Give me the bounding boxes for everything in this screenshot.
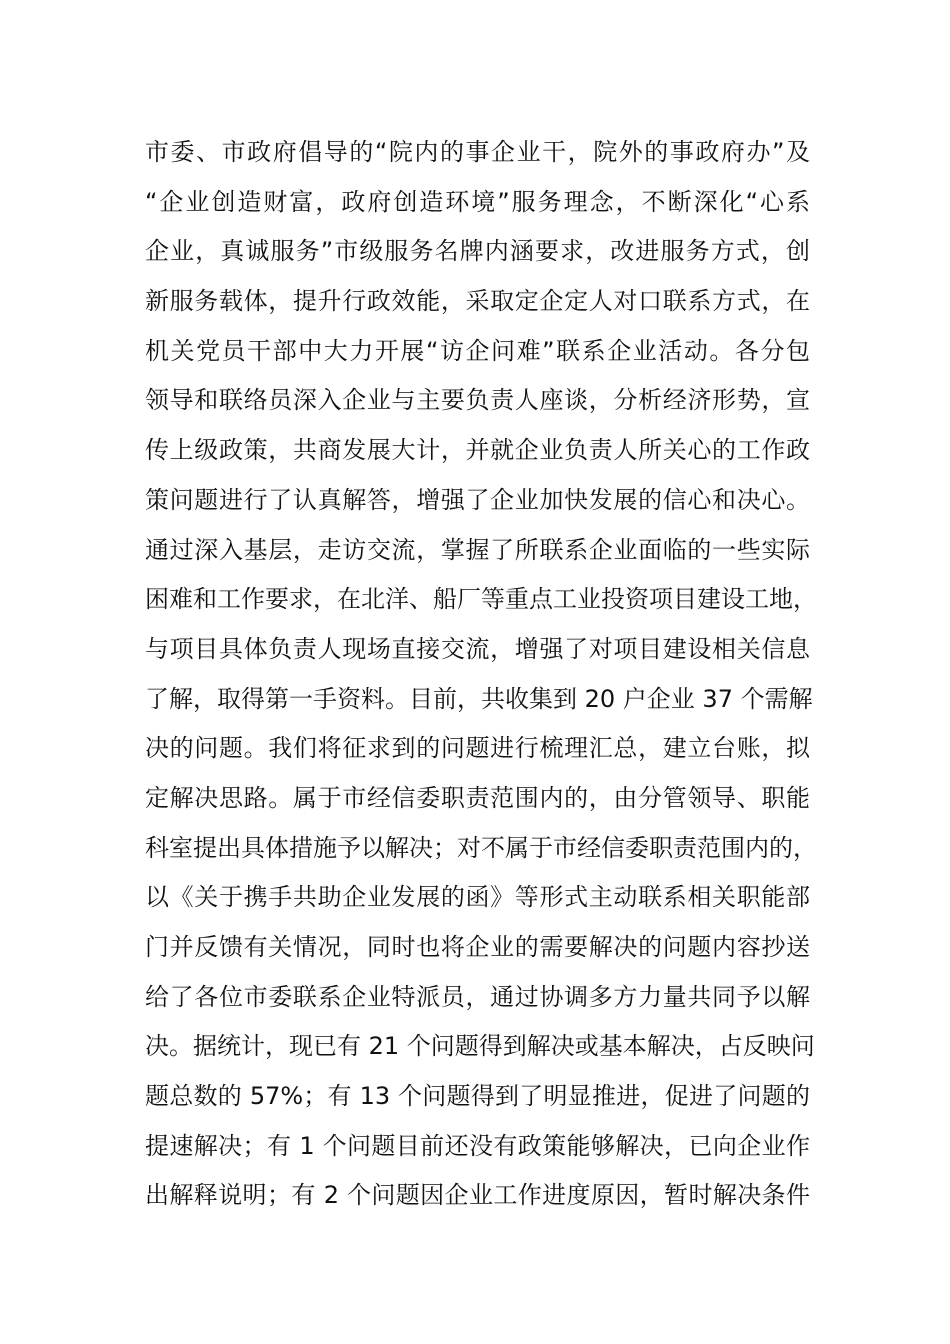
- text-line: 定解决思路。属于市经信委职责范围内的，由分管领导、职能: [145, 783, 810, 812]
- text-line: 题总数的 57%；有 13 个问题得到了明显推进，促进了问题的: [145, 1082, 810, 1111]
- text-line: 市委、市政府倡导的“院内的事企业干，院外的事政府办”及: [145, 138, 810, 166]
- text-line: 策问题进行了认真解答，增强了企业加快发展的信心和决心。: [145, 485, 810, 514]
- text-line: 科室提出具体措施予以解决；对不属于市经信委职责范围内的，: [145, 833, 817, 862]
- text-line: 困难和工作要求，在北洋、船厂等重点工业投资项目建设工地，: [145, 585, 817, 614]
- text-line: 以《关于携手共助企业发展的函》等形式主动联系相关职能部: [145, 883, 810, 912]
- text-line: 传上级政策，共商发展大计，并就企业负责人所关心的工作政: [145, 436, 810, 465]
- text-line: 出解释说明；有 2 个问题因企业工作进度原因，暂时解决条件: [145, 1181, 810, 1210]
- text-line: 与项目具体负责人现场直接交流，增强了对项目建设相关信息: [145, 634, 810, 663]
- text-line: 提速解决；有 1 个问题目前还没有政策能够解决，已向企业作: [145, 1131, 810, 1160]
- text-line: 决的问题。我们将征求到的问题进行梳理汇总，建立台账，拟: [145, 734, 810, 763]
- text-line: 决。据统计，现已有 21 个问题得到解决或基本解决，占反映问: [145, 1032, 815, 1061]
- text-line: “企业创造财富，政府创造环境”服务理念，不断深化“心系: [145, 187, 810, 216]
- text-line: 企业，真诚服务”市级服务名牌内涵要求，改进服务方式，创: [145, 237, 810, 266]
- text-line: 了解，取得第一手资料。目前，共收集到 20 户企业 37 个需解: [145, 684, 813, 713]
- text-line: 领导和联络员深入企业与主要负责人座谈，分析经济形势，宣: [145, 386, 810, 415]
- text-line: 机关党员干部中大力开展“访企问难”联系企业活动。各分包: [145, 336, 810, 365]
- text-line: 门并反馈有关情况，同时也将企业的需要解决的问题内容抄送: [145, 933, 810, 961]
- body-paragraph: [145, 128, 817, 1221]
- text-line: 通过深入基层，走访交流，掌握了所联系企业面临的一些实际: [145, 535, 810, 564]
- text-line: 给了各位市委联系企业特派员，通过协调多方力量共同予以解: [145, 982, 810, 1011]
- text-line: 新服务载体，提升行政效能，采取定企定人对口联系方式，在: [145, 287, 810, 316]
